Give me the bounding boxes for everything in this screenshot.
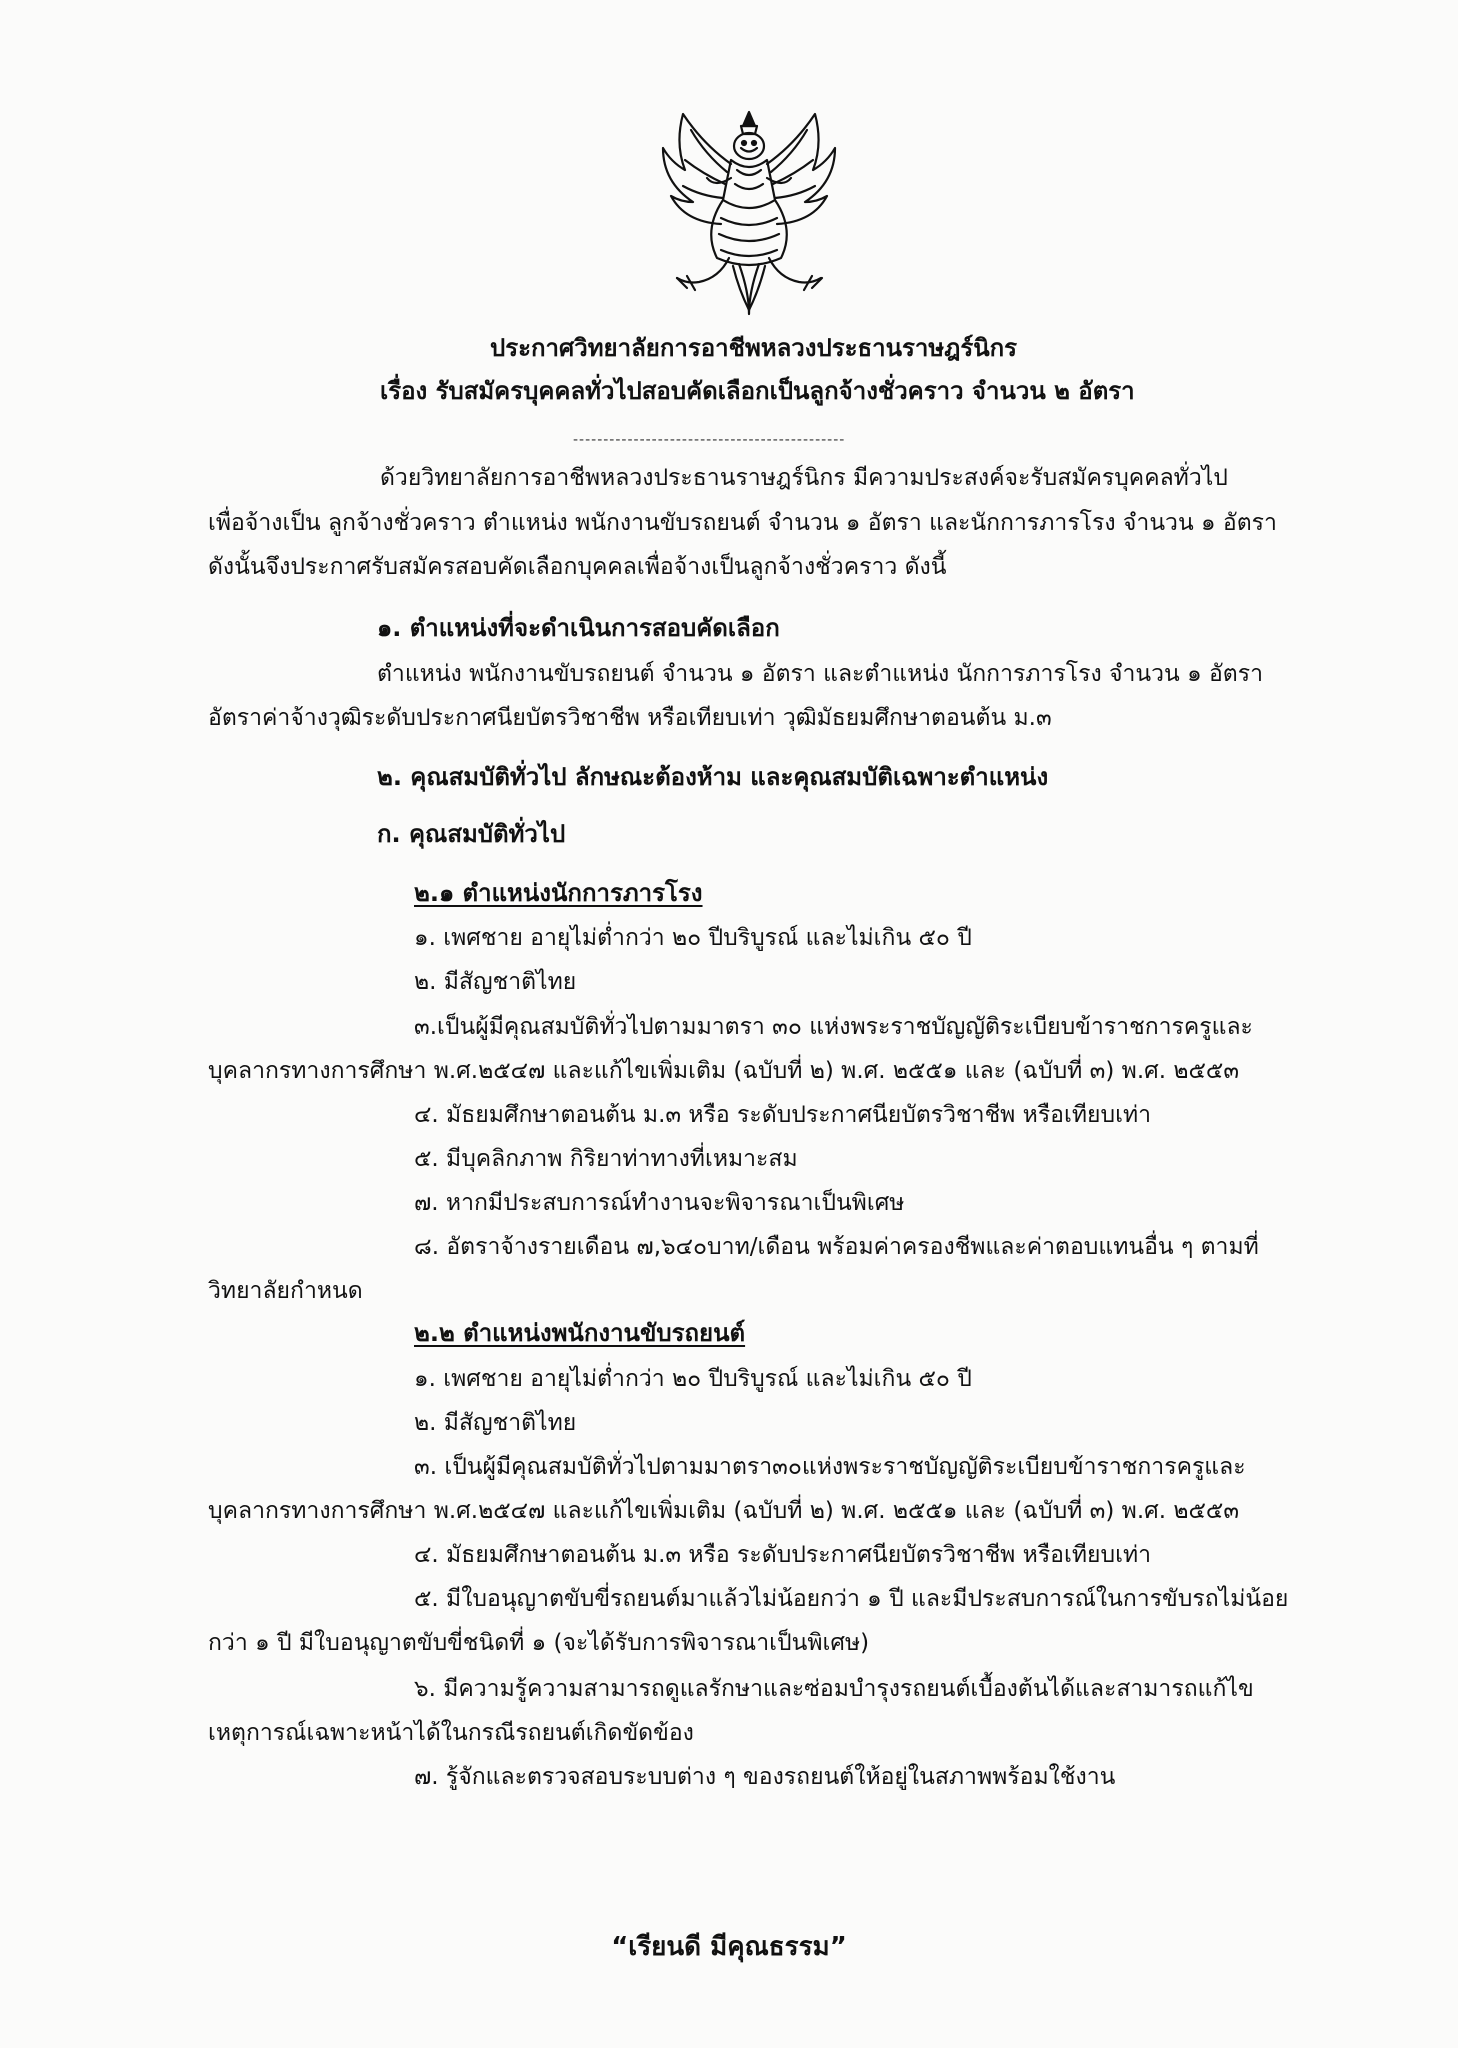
section-2-subheading: ก. คุณสมบัติทั่วไป: [377, 820, 566, 848]
janitor-heading: ๒.๑ ตำแหน่งนักการภารโรง: [414, 879, 703, 907]
driver-item-continuation: เหตุการณ์เฉพาะหน้าได้ในกรณีรถยนต์เกิดขัดข้อง: [208, 1720, 694, 1746]
college-motto: “เรียนดี มีคุณธรรม”: [611, 1932, 847, 1962]
janitor-item: ๕. มีบุคลิกภาพ กิริยาท่าทางที่เหมาะสม: [414, 1146, 798, 1172]
janitor-item: ๑. เพศชาย อายุไม่ต่ำกว่า ๒๐ ปีบริบูรณ์ และไม่เกิน ๕๐ ปี: [414, 925, 972, 951]
janitor-item-continuation: วิทยาลัยกำหนด: [208, 1278, 363, 1304]
section-1-heading: ๑. ตำแหน่งที่จะดำเนินการสอบคัดเลือก: [377, 614, 780, 642]
driver-item: ๔. มัธยมศึกษาตอนต้น ม.๓ หรือ ระดับประกาศนียบัตรวิชาชีพ หรือเทียบเท่า: [414, 1542, 1152, 1568]
announcement-title: ประกาศวิทยาลัยการอาชีพหลวงประธานราษฎร์นิกร: [490, 334, 1018, 362]
intro-line-2: เพื่อจ้างเป็น ลูกจ้างชั่วคราว ตำแหน่ง พนักงานขับรถยนต์ จำนวน ๑ อัตรา และนักการภารโรง จำนวน ๑ อัตรา: [208, 510, 1277, 536]
driver-item: ๗. รู้จักและตรวจสอบระบบต่าง ๆ ของรถยนต์ให้อยู่ในสภาพพร้อมใช้งาน: [414, 1764, 1116, 1790]
driver-item: ๑. เพศชาย อายุไม่ต่ำกว่า ๒๐ ปีบริบูรณ์ และไม่เกิน ๕๐ ปี: [414, 1366, 972, 1392]
section-2-heading: ๒. คุณสมบัติทั่วไป ลักษณะต้องห้าม และคุณสมบัติเฉพาะตำแหน่ง: [377, 763, 1049, 791]
janitor-item: ๒. มีสัญชาติไทย: [414, 969, 577, 995]
garuda-emblem-icon: [657, 108, 842, 320]
janitor-item-continuation: บุคลากรทางการศึกษา พ.ศ.๒๕๔๗ และแก้ไขเพิ่มเติม (ฉบับที่ ๒) พ.ศ. ๒๕๕๑ และ (ฉบับที่ ๓) พ.ศ. ๒๕๕๓: [208, 1058, 1240, 1084]
driver-item: ๓. เป็นผู้มีคุณสมบัติทั่วไปตามมาตรา๓๐แห่งพระราชบัญญัติระเบียบข้าราชการครูและ: [414, 1454, 1246, 1480]
janitor-item: ๗. หากมีประสบการณ์ทำงานจะพิจารณาเป็นพิเศษ: [414, 1190, 905, 1216]
title-divider: ---------------------------------------------: [573, 432, 846, 448]
janitor-item: ๘. อัตราจ้างรายเดือน ๗,๖๔๐บาท/เดือน พร้อมค่าครองชีพและค่าตอบแทนอื่น ๆ ตามที่: [414, 1234, 1259, 1260]
intro-line-1: ด้วยวิทยาลัยการอาชีพหลวงประธานราษฎร์นิกร มีความประสงค์จะรับสมัครบุคคลทั่วไป: [380, 465, 1228, 491]
driver-item: ๕. มีใบอนุญาตขับขี่รถยนต์มาแล้วไม่น้อยกว่า ๑ ปี และมีประสบการณ์ในการขับรถไม่น้อย: [414, 1586, 1289, 1612]
section-1-line-1: ตำแหน่ง พนักงานขับรถยนต์ จำนวน ๑ อัตรา และตำแหน่ง นักการภารโรง จำนวน ๑ อัตรา: [377, 661, 1264, 687]
janitor-item: ๓.เป็นผู้มีคุณสมบัติทั่วไปตามมาตรา ๓๐ แห่งพระราชบัญญัติระเบียบข้าราชการครูและ: [414, 1014, 1253, 1040]
intro-line-3: ดังนั้นจึงประกาศรับสมัครสอบคัดเลือกบุคคลเพื่อจ้างเป็นลูกจ้างชั่วคราว ดังนี้: [208, 554, 947, 580]
janitor-item: ๔. มัธยมศึกษาตอนต้น ม.๓ หรือ ระดับประกาศนียบัตรวิชาชีพ หรือเทียบเท่า: [414, 1102, 1152, 1128]
section-1-line-2: อัตราค่าจ้างวุฒิระดับประกาศนียบัตรวิชาชีพ หรือเทียบเท่า วุฒิมัธยมศึกษาตอนต้น ม.๓: [208, 705, 1052, 731]
driver-item-continuation: กว่า ๑ ปี มีใบอนุญาตขับขี่ชนิดที่ ๑ (จะได้รับการพิจารณาเป็นพิเศษ): [208, 1630, 870, 1656]
announcement-subject: เรื่อง รับสมัครบุคคลทั่วไปสอบคัดเลือกเป็นลูกจ้างชั่วคราว จำนวน ๒ อัตรา: [380, 377, 1135, 405]
driver-item-continuation: บุคลากรทางการศึกษา พ.ศ.๒๕๔๗ และแก้ไขเพิ่มเติม (ฉบับที่ ๒) พ.ศ. ๒๕๕๑ และ (ฉบับที่ ๓) พ.ศ. ๒๕๕๓: [208, 1498, 1240, 1524]
driver-heading: ๒.๒ ตำแหน่งพนักงานขับรถยนต์: [414, 1319, 746, 1347]
driver-item: ๒. มีสัญชาติไทย: [414, 1410, 577, 1436]
driver-item: ๖. มีความรู้ความสามารถดูแลรักษาและซ่อมบำรุงรถยนต์เบื้องต้นได้และสามารถแก้ไข: [414, 1676, 1254, 1702]
